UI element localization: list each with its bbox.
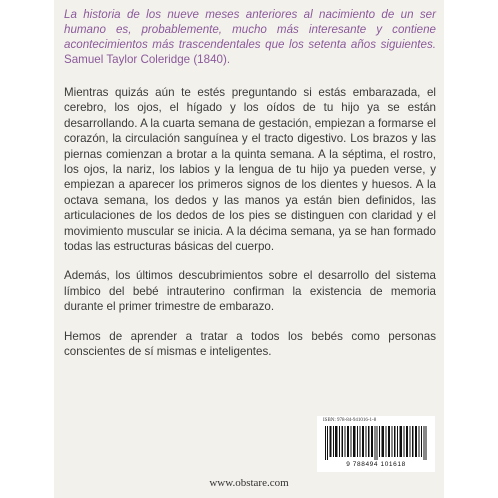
publisher-website: www.obstare.com xyxy=(209,477,289,489)
barcode-digits: 9 788494 101618 xyxy=(346,461,406,468)
book-back-cover xyxy=(54,0,444,498)
blurb-paragraph: Hemos de aprender a tratar a todos los bebés como personas conscientes de sí mismas e inteligentes. xyxy=(64,329,436,359)
quote-author: Samuel Taylor Coleridge (1840). xyxy=(64,53,231,66)
isbn-label: ISBN: 978-84-941016-1-8 xyxy=(323,418,377,423)
isbn-barcode xyxy=(317,416,435,472)
blurb-paragraph: Mientras quizás aún te estés preguntando si estás embarazada, el cerebro, los ojos, el hígado y los oídos de tu hijo ya se están desarrollando. A la cuarta semana de gestación, empiezan a formarse el corazón, la circulación sanguínea y el tracto digestivo. Los brazos y las piernas comienzan a brotar a la quinta semana. A la séptima, el rostro, los ojos, la nariz, los labios y la lengua de tu hijo ya pueden verse, y empiezan a aparecer los primeros signos de los dientes y huesos. A la octava semana, los dedos y las manos ya están bien definidos, las articulaciones de los dedos de los pies se distinguen con claridad y el movimiento muscular se inicia. A la décima semana, ya se han formado todas las estructuras básicas del cuerpo. xyxy=(64,86,436,254)
blurb-body xyxy=(64,85,436,374)
barcode-bars-icon xyxy=(325,426,427,460)
blurb-paragraph: Además, los últimos descubrimientos sobre el desarrollo del sistema límbico del bebé intrauterino confirman la existencia de memoria durante el primer trimestre de embarazo. xyxy=(64,269,436,314)
epigraph-quote xyxy=(64,7,436,67)
quote-text: La historia de los nueve meses anteriores al nacimiento de un ser humano es, probablemente, mucho más interesante y contiene acontecimientos más trascendentales que los setenta años siguientes. xyxy=(64,8,436,51)
